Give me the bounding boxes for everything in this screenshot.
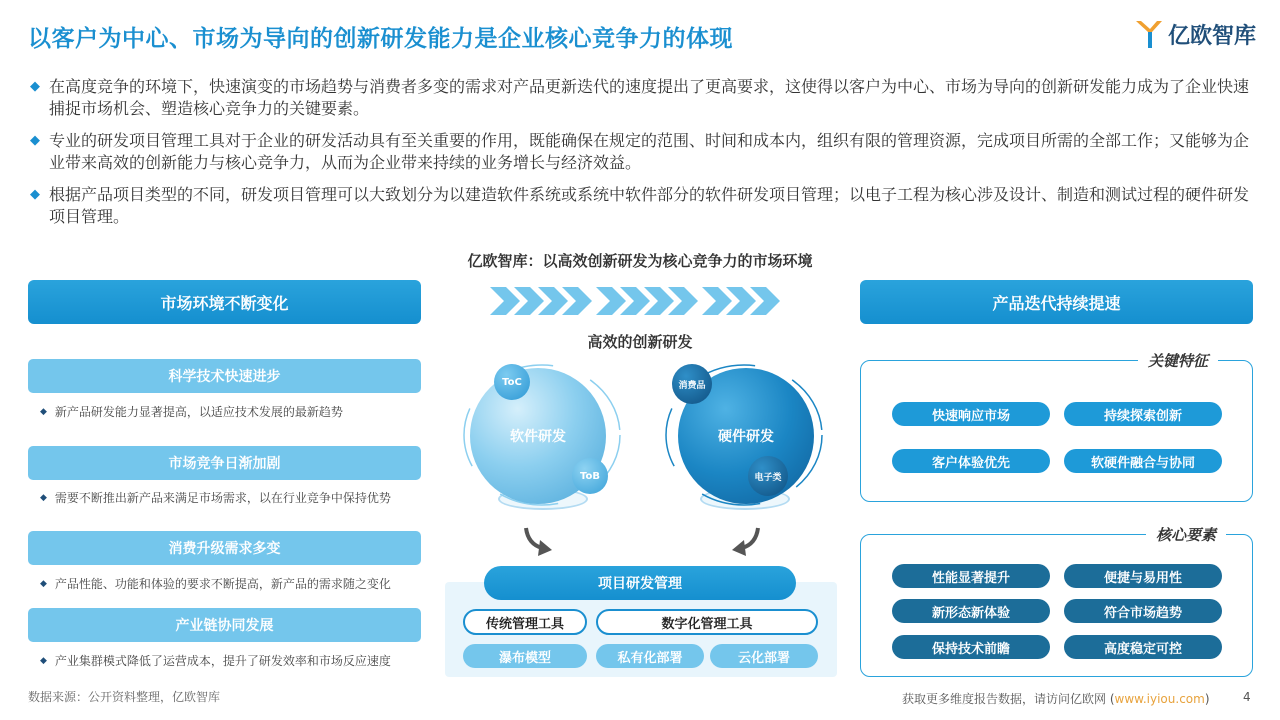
diamond-icon: ◆ [40, 578, 47, 589]
diamond-icon: ◆ [40, 406, 47, 417]
market-env-header: 市场环境不断变化 [28, 280, 421, 324]
footer-more-prefix: 获取更多维度报告数据，请访问亿欧网 ( [902, 692, 1115, 706]
left-item-title: 科学技术快速进步 [28, 359, 421, 393]
core-element-pill: 便捷与易用性 [1064, 564, 1222, 588]
left-item-desc-text: 新产品研发能力显著提高，以适应技术发展的最新趋势 [54, 405, 343, 419]
left-item-desc [40, 403, 343, 420]
toc-ball: ToC [494, 364, 530, 400]
data-source: 数据来源：公开资料整理，亿欧智库 [28, 690, 221, 704]
cloud-deploy-pill: 云化部署 [710, 644, 818, 668]
diamond-icon: ◆ [30, 187, 40, 202]
software-label: 软件研发 [510, 429, 566, 445]
digital-tools-pill: 数字化管理工具 [596, 609, 818, 635]
project-mgmt-bar: 项目研发管理 [484, 566, 796, 600]
left-item-title: 产业链协同发展 [28, 608, 421, 642]
tob-ball: ToB [572, 458, 608, 494]
footer-more-suffix: ) [1204, 692, 1210, 706]
diamond-icon: ◆ [40, 492, 47, 503]
core-element-pill: 高度稳定可控 [1064, 635, 1222, 659]
key-feature-pill: 软硬件融合与协同 [1064, 449, 1222, 473]
page-title: 以客户为中心、市场为导向的创新研发能力是企业核心竞争力的体现 [28, 26, 733, 52]
bullet-item [30, 184, 1252, 228]
core-element-pill: 性能显著提升 [892, 564, 1050, 588]
curved-arrow-left-icon [520, 524, 556, 558]
page-number: 4 [1243, 690, 1251, 704]
core-innovation-label: 高效的创新研发 [587, 333, 693, 351]
core-elements-title: 核心要素 [1146, 524, 1226, 545]
intro-bullets [30, 76, 1252, 238]
key-feature-pill: 持续探索创新 [1064, 402, 1222, 426]
left-item-desc [40, 652, 391, 669]
left-item-desc [40, 489, 391, 506]
diagram-title: 亿欧智库：以高效创新研发为核心竞争力的市场环境 [467, 252, 813, 270]
waterfall-pill: 瀑布模型 [463, 644, 587, 668]
logo-icon [1134, 18, 1164, 50]
footer-more [902, 690, 1210, 707]
logo-text: 亿欧智库 [1167, 23, 1256, 49]
left-item-title: 消费升级需求多变 [28, 531, 421, 565]
diamond-icon: ◆ [30, 79, 40, 94]
diamond-icon: ◆ [30, 133, 40, 148]
left-item-desc-text: 产业集群模式降低了运营成本，提升了研发效率和市场反应速度 [54, 654, 391, 668]
product-iteration-header: 产品迭代持续提速 [860, 280, 1253, 324]
bullet-item [30, 76, 1252, 120]
left-item-desc-text: 需要不断推出新产品来满足市场需求，以在行业竞争中保持优势 [54, 491, 391, 505]
left-item-desc [40, 575, 391, 592]
bullet-text: 在高度竞争的环境下，快速演变的市场趋势与消费者多变的需求对产品更新迭代的速度提出了更高要求，这使得以客户为中心、市场为导向的创新研发能力成为了企业快速捕捉市场机会、塑造核心竞争力的关键要素。 [49, 77, 1250, 118]
logo [1134, 18, 1256, 50]
consumer-goods-ball: 消费品 [672, 364, 712, 404]
electronics-ball: 电子类 [748, 456, 788, 496]
key-features-title: 关键特征 [1138, 350, 1218, 371]
key-feature-pill: 快速响应市场 [892, 402, 1050, 426]
core-element-pill: 新形态新体验 [892, 599, 1050, 623]
core-element-pill: 符合市场趋势 [1064, 599, 1222, 623]
key-features-box [860, 360, 1253, 502]
bullet-text: 专业的研发项目管理工具对于企业的研发活动具有至关重要的作用，既能确保在规定的范围、时间和成本内，组织有限的管理资源，完成项目所需的全部工作；又能够为企业带来高效的创新能力与核心竞争力，从而为企业带来持续的业务增长与经济效益。 [49, 131, 1250, 172]
bullet-text: 根据产品项目类型的不同，研发项目管理可以大致划分为以建造软件系统或系统中软件部分的软件研发项目管理；以电子工程为核心涉及设计、制造和测试过程的硬件研发项目管理。 [49, 185, 1250, 226]
iyiou-link[interactable]: www.iyiou.com [1114, 692, 1205, 706]
bullet-item [30, 130, 1252, 174]
core-element-pill: 保持技术前瞻 [892, 635, 1050, 659]
key-feature-pill: 客户体验优先 [892, 449, 1050, 473]
left-item-title: 市场竞争日渐加剧 [28, 446, 421, 480]
diamond-icon: ◆ [40, 655, 47, 666]
left-item-desc-text: 产品性能、功能和体验的要求不断提高，新产品的需求随之变化 [54, 577, 391, 591]
chevron-arrows-icon [490, 285, 790, 317]
hardware-label: 硬件研发 [718, 429, 774, 445]
traditional-tools-pill: 传统管理工具 [463, 609, 587, 635]
private-deploy-pill: 私有化部署 [596, 644, 704, 668]
curved-arrow-right-icon [728, 524, 764, 558]
